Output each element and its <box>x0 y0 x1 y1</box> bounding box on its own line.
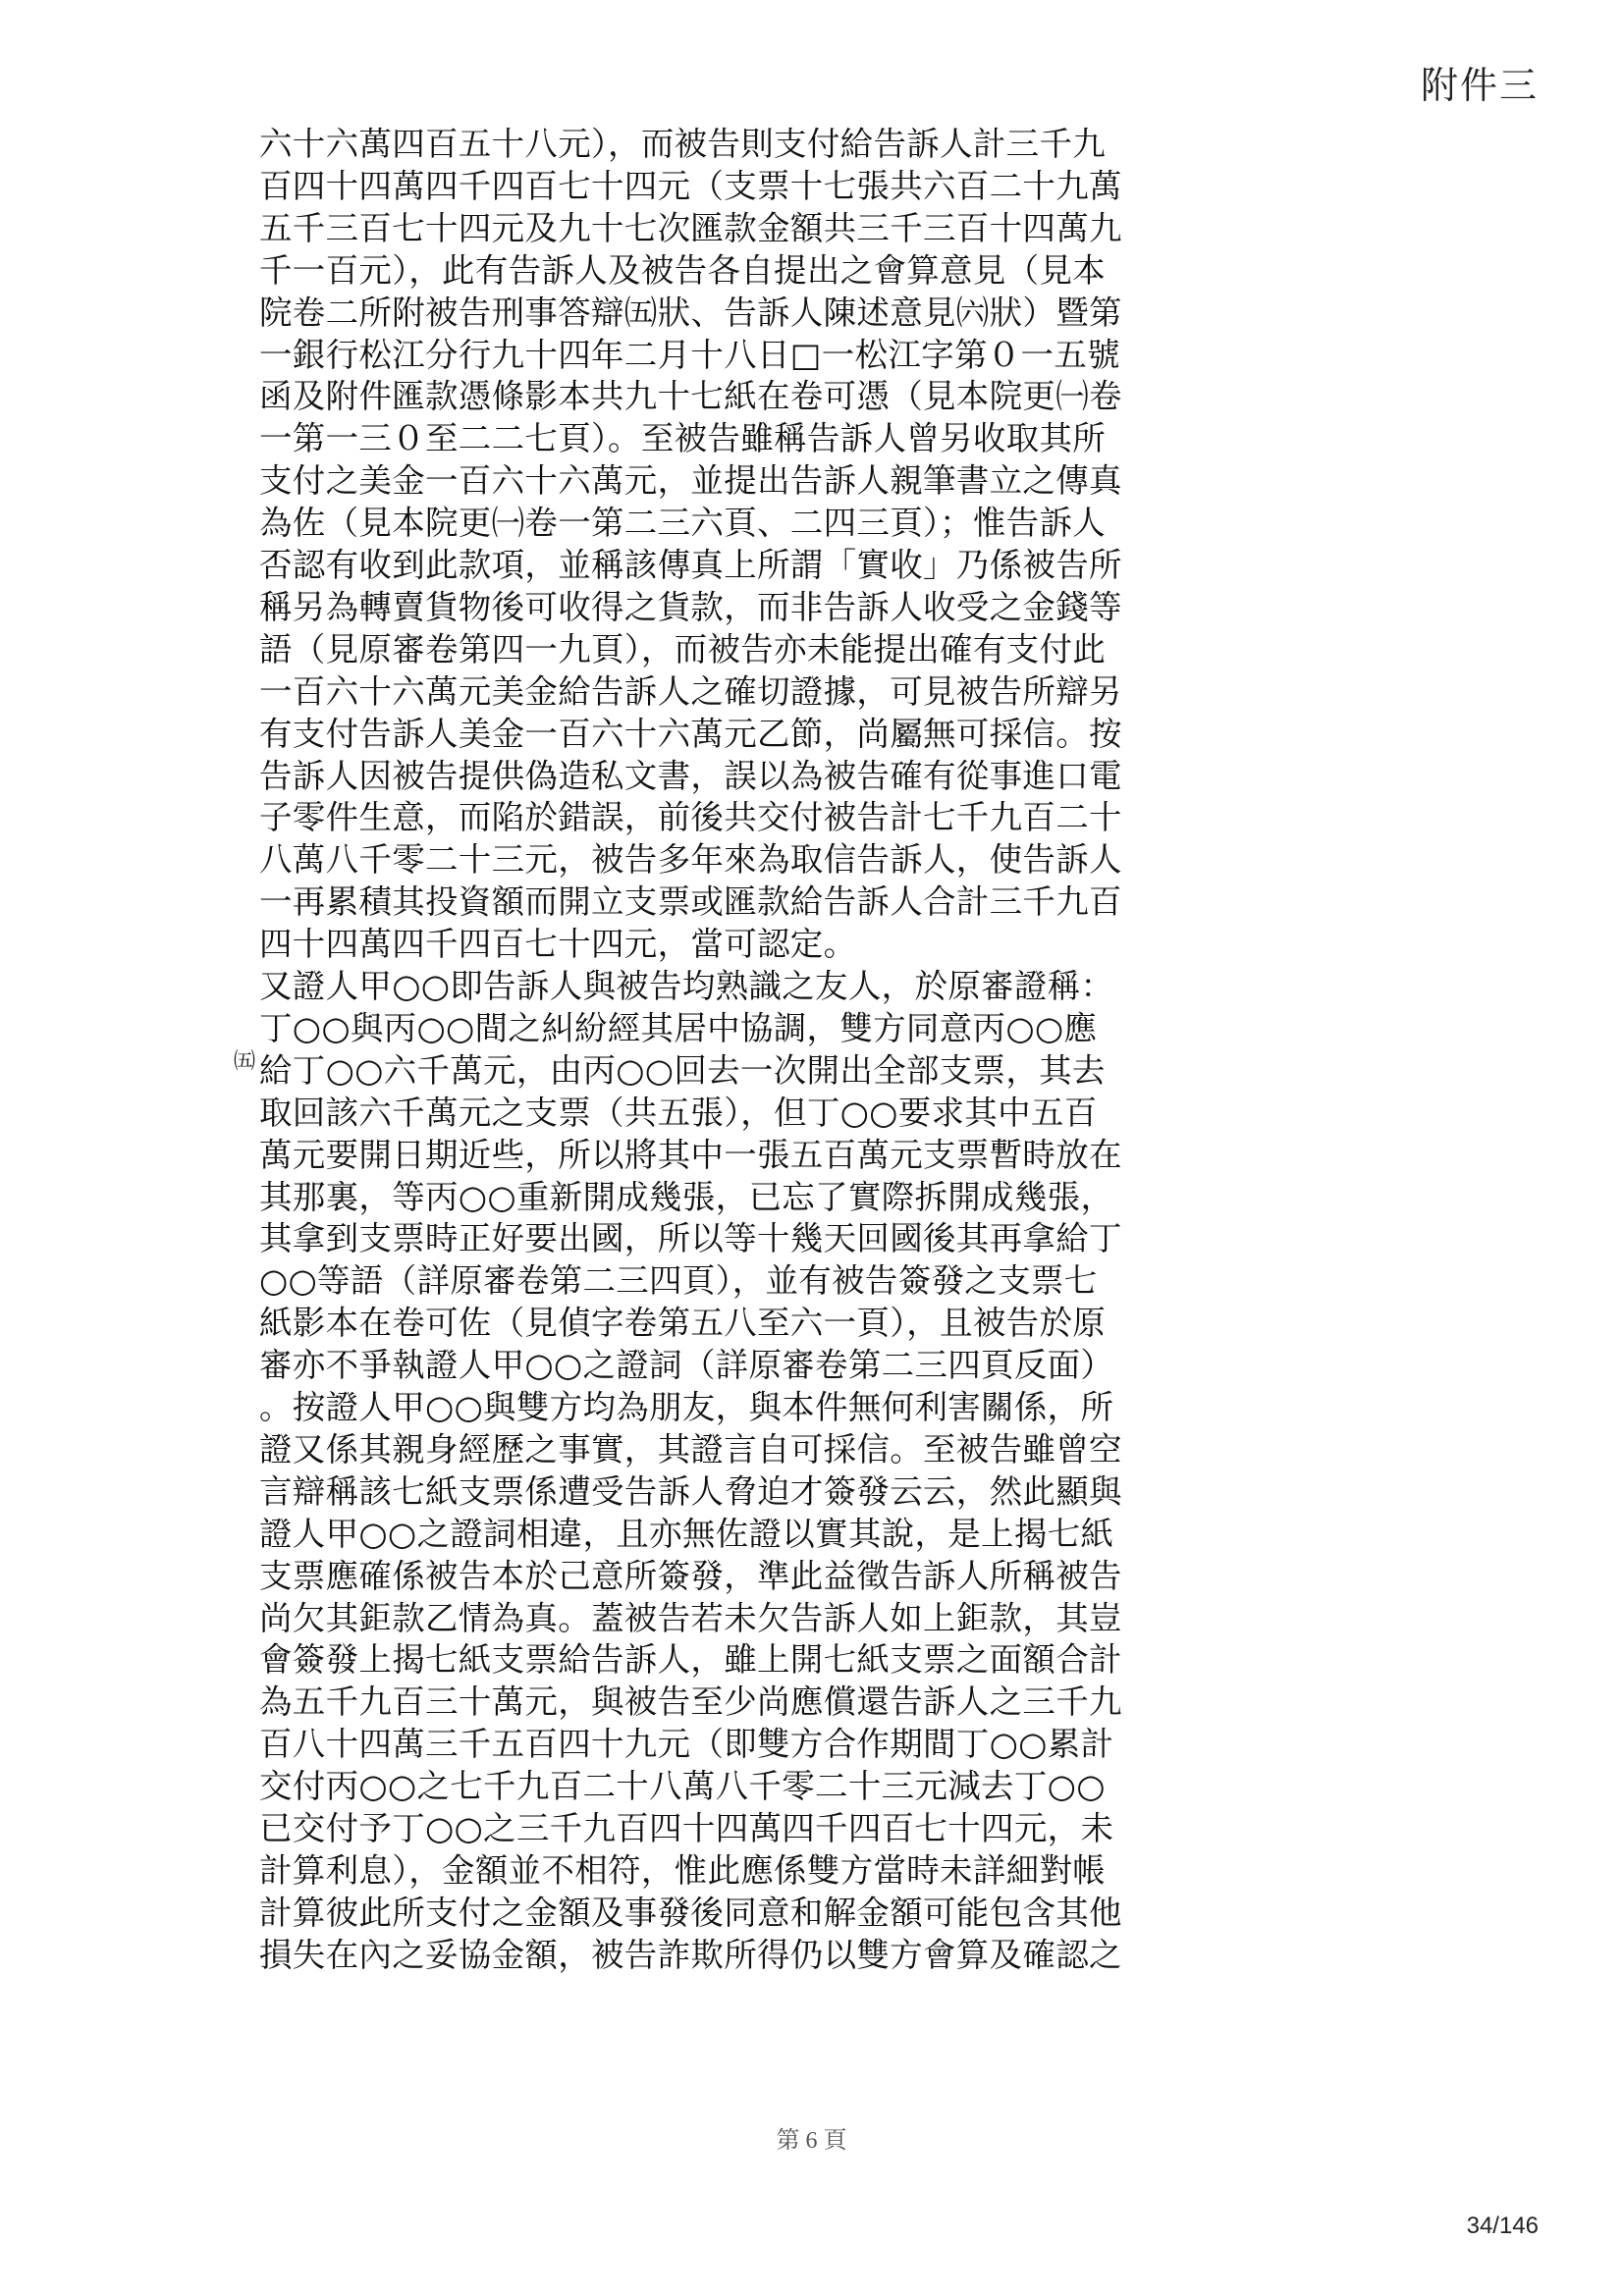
text-line: 支票應確係被告本於己意所簽發，準此益徵告訴人所稱被告 <box>259 1556 1122 1595</box>
attachment-label: 附件三 <box>1420 64 1539 107</box>
text-line: 為佐（見本院更㈠卷一第二三六頁、二四三頁）；惟告訴人 <box>259 504 1107 543</box>
text-line: 院卷二所附被告刑事答辯㈤狀、告訴人陳述意見㈥狀）暨第 <box>259 293 1122 332</box>
text-line: 五千三百七十四元及九十七次匯款金額共三千三百十四萬九 <box>259 208 1122 247</box>
text-line: 又證人甲○○即告訴人與被告均熟識之友人，於原審證稱： <box>259 967 1114 1005</box>
text-line: 六十六萬四百五十八元），而被告則支付給告訴人計三千九 <box>259 125 1107 163</box>
text-line: 四十四萬四千四百七十四元，當可認定。 <box>259 925 857 964</box>
text-line: 丁○○與丙○○間之糾紛經其居中協調，雙方同意丙○○應 <box>259 1008 1098 1047</box>
text-line: 尚欠其鉅款乙情為真。蓋被告若未欠告訴人如上鉅款，其豈 <box>259 1598 1122 1637</box>
text-line: 一銀行松江分行九十四年二月十八日□一松江字第０一五號 <box>259 335 1120 374</box>
text-line: 八萬八千零二十三元，被告多年來為取信告訴人，使告訴人 <box>259 840 1122 880</box>
text-line: 計算利息），金額並不相符，惟此應係雙方當時未詳細對帳 <box>259 1850 1107 1890</box>
text-line: 百四十四萬四千四百七十四元（支票十七張共六百二十九萬 <box>259 166 1122 205</box>
page-count: 34/146 <box>1466 2213 1539 2239</box>
text-line: 為五千九百三十萬元，與被告至少尚應償還告訴人之三千九 <box>259 1682 1122 1722</box>
text-line: 其那裏，等丙○○重新開成幾張，已忘了實際拆開成幾張， <box>259 1177 1114 1216</box>
text-line: 證又係其親身經歷之事實，其證言自可採信。至被告雖曾空 <box>259 1429 1122 1468</box>
item-marker: ㈤ <box>234 1049 256 1074</box>
text-line: 損失在內之妥協金額，被告詐欺所得仍以雙方會算及確認之 <box>259 1935 1122 1974</box>
text-line: 取回該六千萬元之支票（共五張），但丁○○要求其中五百 <box>259 1093 1098 1132</box>
text-line: 。按證人甲○○與雙方均為朋友，與本件無何利害關係，所 <box>259 1388 1114 1426</box>
text-line: 百八十四萬三千五百四十九元（即雙方合作期間丁○○累計 <box>259 1725 1114 1764</box>
text-line: 給丁○○六千萬元，由丙○○回去一次開出全部支票，其去 <box>259 1050 1106 1090</box>
text-line: 一第一三０至二二七頁）。至被告雖稱告訴人曾另收取其所 <box>259 419 1107 458</box>
text-line: 支付之美金一百六十六萬元，並提出告訴人親筆書立之傳真 <box>259 461 1122 501</box>
text-line: 函及附件匯款憑條影本共九十七紙在卷可憑（見本院更㈠卷 <box>259 377 1122 416</box>
text-line: 有支付告訴人美金一百六十六萬元乙節，尚屬無可採信。按 <box>259 714 1122 753</box>
text-line: ○○等語（詳原審卷第二三四頁），並有被告簽發之支票七 <box>259 1261 1098 1301</box>
text-line: 已交付予丁○○之三千九百四十四萬四千四百七十四元，未 <box>259 1809 1114 1847</box>
text-line: 萬元要開日期近些，所以將其中一張五百萬元支票暫時放在 <box>259 1135 1122 1174</box>
text-line: 言辯稱該七紙支票係遭受告訴人脅迫才簽發云云，然此顯與 <box>259 1471 1122 1511</box>
page-number: 第 6 頁 <box>776 2128 847 2154</box>
text-line: 其拿到支票時正好要出國，所以等十幾天回國後其再拿給丁 <box>259 1219 1122 1258</box>
text-line: 語（見原審卷第四一九頁），而被告亦未能提出確有支付此 <box>259 629 1107 668</box>
text-line: 否認有收到此款項，並稱該傳真上所謂「實收」乃係被告所 <box>259 546 1122 584</box>
text-line: 審亦不爭執證人甲○○之證詞（詳原審卷第二三四頁反面） <box>259 1346 1114 1385</box>
text-line: 紙影本在卷可佐（見偵字卷第五八至六一頁），且被告於原 <box>259 1304 1107 1343</box>
text-line: 交付丙○○之七千九百二十八萬八千零二十三元減去丁○○ <box>259 1767 1106 1806</box>
text-line: 證人甲○○之證詞相違，且亦無佐證以實其說，是上揭七紙 <box>259 1514 1114 1553</box>
text-line: 會簽發上揭七紙支票給告訴人，雖上開七紙支票之面額合計 <box>259 1640 1122 1680</box>
text-line: 千一百元），此有告訴人及被告各自提出之會算意見（見本 <box>259 250 1107 290</box>
text-line: 子零件生意，而陷於錯誤，前後共交付被告計七千九百二十 <box>259 798 1122 837</box>
text-line: 一百六十六萬元美金給告訴人之確切證據，可見被告所辯另 <box>259 671 1122 711</box>
text-line: 稱另為轉賣貨物後可收得之貨款，而非告訴人收受之金錢等 <box>259 587 1122 626</box>
text-line: 告訴人因被告提供偽造私文書，誤以為被告確有從事進口電 <box>259 756 1122 795</box>
text-line: 計算彼此所支付之金額及事發後同意和解金額可能包含其他 <box>259 1893 1122 1932</box>
text-line: 一再累積其投資額而開立支票或匯款給告訴人合計三千九百 <box>259 882 1122 922</box>
